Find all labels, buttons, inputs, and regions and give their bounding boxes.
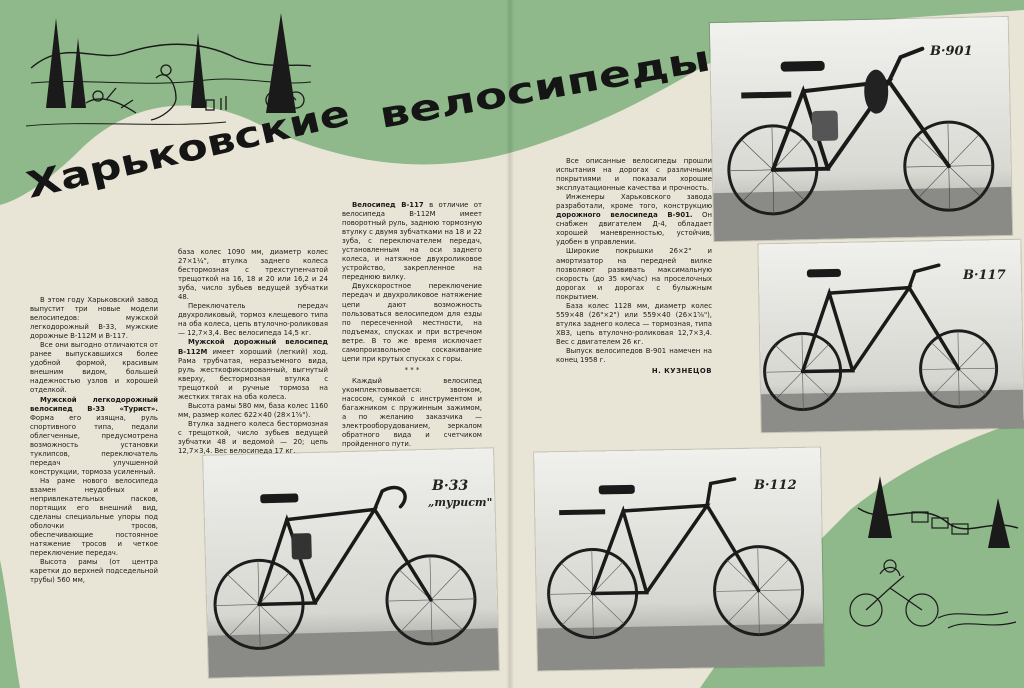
label-b901: В·901 [930, 44, 973, 59]
col4-paragraph: Инженеры Харьковского завода разработали, кроме того, конструкцию [556, 193, 712, 211]
col1-paragraph: Форма его изящна, руль спортивного типа, педали облегченные, предусмотрена возможность установки туклипсов, переключатель передач улучшенной конструкции, тормоза усиленный. [30, 413, 158, 476]
label-b117: В·117 [963, 268, 1006, 283]
col2-paragraph: Втулка заднего колеса бестормозная с трещоткой, число зубьев ведущей зубчатки 48 и ведомой — 20; цепь 12,7×3,4. Вес велосипеда 17 кг. [178, 419, 328, 456]
cyclist-illustration [838, 468, 1022, 668]
label-b33: В·33 [432, 478, 469, 494]
col1-heading: Мужской легкодорожный велосипед В-33 «Турист». [30, 395, 158, 413]
col4-paragraph: База колес 1128 мм, диаметр колес 559×48 (26"×2") или 559×40 (26×1⅝"), втулка заднего колеса — тормозная, типа ХВЗ, цепь втулочно-роликовая 12,7×3,4. Вес с двигателем 26 кг. [556, 301, 712, 346]
col1-paragraph: На раме нового велосипеда взамен неудобных и непривлекательных пасков, портящих его внешний вид, сделаны специальные упоры под оболочки тросов, обеспечивающие постоянное натяжение тросов и четкое переключение передач. [30, 476, 158, 558]
title-line-1: Харьковские [22, 106, 294, 207]
col2-paragraph: Переключатель передач двухроликовый, тормоз клещевого типа на оба колеса, цепь втулочно-роликовая — 12,7×3,4. Вес велосипеда 14,5 кг. [178, 302, 328, 338]
text-column-1 [30, 296, 158, 586]
author-signature: Н. КУЗНЕЦОВ [651, 367, 712, 376]
col4-heading: дорожного велосипеда В-901. [556, 211, 693, 220]
col1-paragraph: Все они выгодно отличаются от ранее выпускавшихся более удобной формой, красивым внешним видом, большей надежностью узлов и хорошей отделкой. [30, 341, 158, 395]
col2-paragraph: база колес 1090 мм, диаметр колес 27×1¼", втулка заднего колеса бестормозная с трехступенчатой трещоткой на 16, 18 и 20 или 16,2 и 24 зуба, число зубьев ведущей зубчатки 48. [178, 248, 328, 302]
col1-paragraph: Высота рамы (от центра каретки до верхней подседельной трубы) 560 мм, [30, 558, 158, 585]
col4-paragraph: Он снабжен двигателем Д-4, обладает хорошей маневренностью, устойчив, удобен в управлении. [556, 211, 712, 247]
col3-paragraph: Каждый велосипед укомплектовывается: звонком, насосом, сумкой с инструментом и багажником с пружинным зажимом, а по желанию заказчика — электрооборудованием, зеркалом обратного вида и счетчиком пройденного пути. [342, 376, 482, 449]
col2-paragraph: имеет хороший (легкий) ход. Рама трубчатая, неразъемного вида, руль жесткофиксированный, выгнутый кверху, бестормозная втулка с трещоткой и ручные тормоза на жестких тягах на оба колеса. [178, 347, 328, 401]
col3-heading: Велосипед В-117 [352, 201, 424, 209]
col4-paragraph: Широкие покрышки 26×2" и амортизатор на передней вилке позволяют развивать максимальную скорость (до 35 км/час) на проселочных дорогах и дорогах с булыжным покрытием. [556, 247, 712, 301]
text-column-3 [342, 201, 482, 449]
label-b33-tourist: „турист" [428, 496, 493, 509]
title-line-2: велосипеды [376, 52, 636, 137]
col1-paragraph: В этом году Харьковский завод выпустит три новые модели велосипедов: мужской легкодорожный В-33, мужские дорожные В-112М и В-117. [30, 296, 158, 341]
text-column-4 [556, 157, 712, 376]
col4-paragraph: Все описанные велосипеды прошли испытания на дорогах с различными покрытиями и показали хорошие эксплуатационные качества и прочность. [556, 157, 712, 193]
col2-paragraph: Высота рамы 580 мм, база колес 1160 мм, размер колес 622×40 (28×1⅝"). [178, 401, 328, 419]
col2-heading: Мужской дорожный велосипед В-112М [178, 338, 328, 356]
col3-paragraph: в отличие от велосипеда В-112М имеет поворотный руль, заднюю тормозную втулку с двумя зубчатками на 18 и 22 зуба, с переключателем передач, установленным на оси заднего колеса, и натяжное двухроликовое устройство, закрепленное на переднюю вилку. [342, 201, 483, 282]
col3-paragraph: Двухскоростное переключение передач и двухроликовое натяжение цепи дают возможность пользоваться велосипедом для езды по пересеченной местности, на подъемах, спусках и при встречном ветре. В то же время исключает самопроизвольное соскакивание цепи при крутых спусках с горы. [342, 282, 482, 363]
col4-paragraph: Выпуск велосипедов В-901 намечен на конец 1958 г. [556, 346, 712, 365]
section-stars: * * * [404, 365, 420, 374]
text-column-2 [178, 248, 328, 456]
label-b112: В·112 [754, 478, 797, 493]
